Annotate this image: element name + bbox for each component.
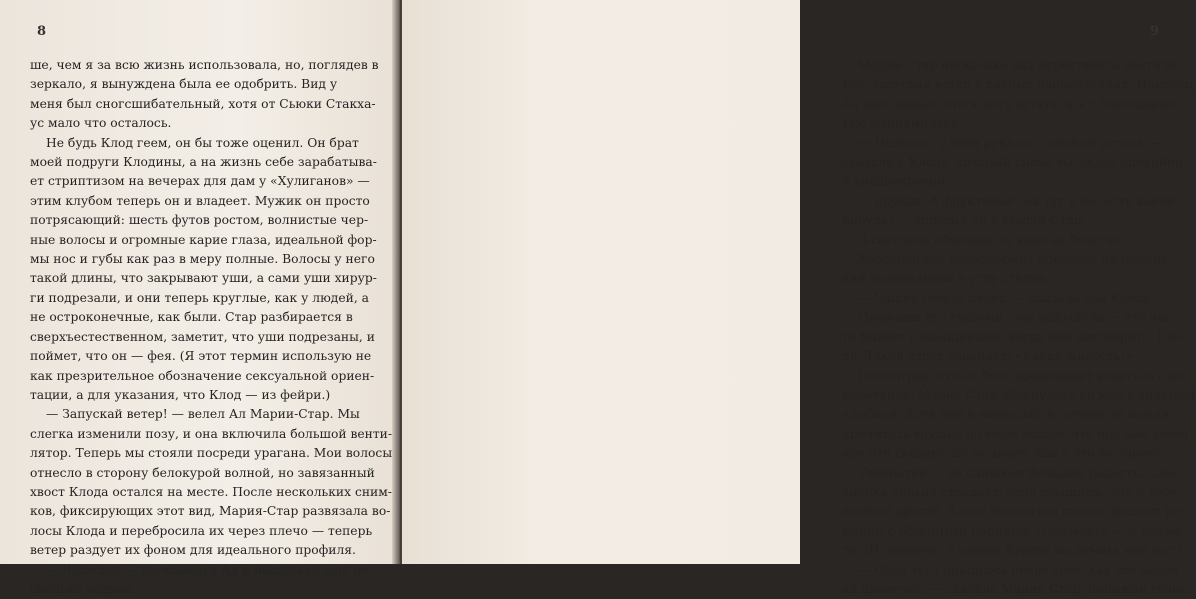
text-line: то бывает с женщинами, когда они поговорят с Кло- xyxy=(842,329,1186,344)
text-line: моей подруги Клодины, а на жизнь себе зарабатыва- xyxy=(30,155,377,170)
text-line: оценка сильно страдает, если слышишь, что о тебе xyxy=(842,484,1177,499)
text-line: сверхъестественном, заметит, что уши подрезаны, и xyxy=(30,329,375,344)
text-line: — Надеюсь, у тебя рука не слишком устала, — xyxy=(858,135,1164,150)
text-line: не остроконечные, как были. Стар разбирается в xyxy=(30,310,353,325)
text-line: сказала я Клоду, который снова выглядел спокойно xyxy=(842,155,1183,170)
left-page-text xyxy=(30,56,393,599)
text-line: Посмотрев, что ее босс продолжает возиться с ап- xyxy=(858,368,1189,383)
text-line: слегка изменили позу, и она включила большой венти- xyxy=(30,426,393,441)
text-line: ные волосы и огромные карие глаза, идеальной фор- xyxy=(30,232,377,247)
text-line: потрясающий: шесть футов ростом, волнистые чер- xyxy=(30,213,369,228)
text-line: — Запускай ветер! — велел Ал Марии-Стар. Мы xyxy=(46,407,360,422)
text-line: Хорошенькая вервольфица показала на малень- xyxy=(858,252,1172,267)
text-line: ус мало что осталось. xyxy=(30,116,172,131)
page-number-right: 9 xyxy=(1150,24,1160,39)
text-line: Не будь Клод геем, он бы тоже оценил. Он брат xyxy=(46,135,359,150)
text-line: ков, фиксирующих этот вид, Мария-Стар развязала во- xyxy=(30,504,391,519)
text-line: как презрительное обозначение сексуальной ориен- xyxy=(30,368,375,383)
text-line: меня был сногсшибательный, хотя от Сьюки Стакха- xyxy=(30,96,376,111)
text-line: тор, запуская ветер в разных направлениях. Наконец xyxy=(842,77,1193,92)
text-line: — Олси туго пришлось после того, как его папоч- xyxy=(858,562,1184,577)
text-line: нибудь? — спросил он у Марии-Стар. xyxy=(842,213,1086,228)
text-line: хвост Клода остался на месте. После нескольких сним- xyxy=(30,484,392,499)
text-line: такой длины, что закрывают уши, а сами уши хирур- xyxy=(30,271,377,286)
text-line: В светском общении он явно не блистал. xyxy=(858,232,1126,247)
text-line: манам с обычными парнями. Полумайте — и поймё- xyxy=(842,523,1186,538)
text-line: отнесло в сторону белокурой волной, но завязанный xyxy=(30,465,375,480)
text-line: кий холодильник в углу студии. xyxy=(842,271,1051,286)
text-line: Проводив его глазами, она вздохнула — это час- xyxy=(858,310,1176,325)
text-line: поймет, что он — фея. (Я этот термин использую не xyxy=(30,349,372,364)
text-line: — Чашки сверху стоят, — сказала она Клоду. xyxy=(858,290,1155,305)
text-line: и хладнокровно. xyxy=(842,174,949,189)
text-line: кое-что сказать, но не знает, как я это восприму. xyxy=(842,446,1165,461)
text-line: ди. Такой вздох означает: «Какая жалость!» xyxy=(842,349,1133,364)
text-line: ги подрезали, и они теперь круглые, как у людей, а xyxy=(30,290,369,305)
text-line: Мария-Стар несколько раз переставила вентиля- xyxy=(858,58,1181,72)
text-line: Телепатия — не слишком большая радость. Само- xyxy=(858,465,1186,480)
text-line: прочитать трудно, до меня дошло, что она мне хочет xyxy=(842,426,1190,441)
text-line: — Ерунда. А фруктовый сок тут у вас есть какой- xyxy=(858,193,1179,208)
text-line: лятор. Теперь мы стояли посреди урагана. Мои волосы xyxy=(30,446,393,461)
text-line: мы нос и губы как раз в меру полные. Волосы у него xyxy=(30,252,375,267)
text-line: улыбкой. Хотя она и вервольф, а потому ее мысли xyxy=(842,407,1170,422)
text-line: ше, чем я за всю жизнь использовала, но, поглядев в xyxy=(30,58,379,72)
text-line: — Чудесно! — воскликнул Ал и нащелкал еще не- xyxy=(46,562,373,577)
text-line: ка проиграл, — сказала Мария-Стар, понижая голос. xyxy=(842,581,1191,596)
text-line: лосы Клода и перебросила их через плечо — теперь xyxy=(30,523,373,538)
text-line: думают другие. А еще телепатия сильно мешает ро- xyxy=(842,504,1185,519)
text-line: зеркало, я вынуждена была ее одобрить. Вид у xyxy=(30,77,338,92)
text-line: паратурой, Мария-Стар обернулась ко мне с силящей xyxy=(842,387,1196,402)
text-line: этим клубом теперь он и владеет. Мужик он просто xyxy=(30,193,370,208)
text-line: тации, а для указания, что Клод — из фейри.) xyxy=(30,387,331,402)
text-line: сколько кадров. xyxy=(30,581,135,596)
text-line: ет стриптизом на вечерах для дам у «Хулиганов» — xyxy=(30,174,370,189)
text-line: те. (И помните: я узнаю, будете вы думать или нет.) xyxy=(842,543,1183,558)
right-page xyxy=(402,0,1196,596)
page-number-left: 8 xyxy=(37,24,47,39)
text-line: тью выпрямилась. xyxy=(842,116,962,131)
right-page-text xyxy=(842,56,1196,599)
text-line: ветер раздует их фоном для идеального профиля. xyxy=(30,543,356,558)
left-page xyxy=(0,0,398,596)
text-line: Ал мне сказал, что я могу встать, и я с благодарнос- xyxy=(842,96,1186,111)
